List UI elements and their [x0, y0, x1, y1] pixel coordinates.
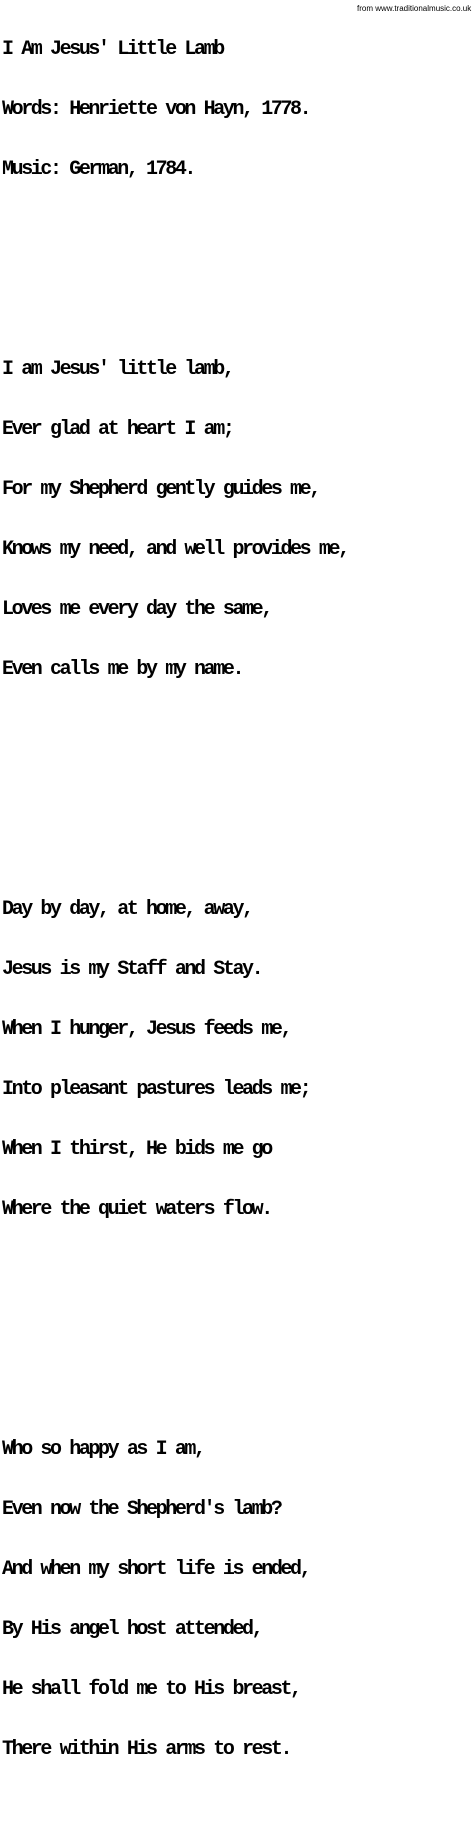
- stanza-2-line-4: Into pleasant pastures leads me;: [2, 1078, 310, 1101]
- words-credit: Words: Henriette von Hayn, 1778.: [2, 98, 310, 121]
- stanza-2: [2, 860, 474, 1260]
- stanza-1-line-3: For my Shepherd gently guides me,: [2, 478, 319, 501]
- stanza-3-line-5: He shall fold me to His breast,: [2, 1678, 300, 1701]
- stanza-1-line-1: I am Jesus' little lamb,: [2, 358, 233, 381]
- stanza-spacer: [2, 240, 474, 260]
- source-site-text: from www.traditionalmusic.co.uk: [357, 4, 472, 13]
- hymn-text-block: [2, 0, 474, 1840]
- stanza-1-line-4: Knows my need, and well provides me,: [2, 538, 348, 561]
- stanza-3-line-4: By His angel host attended,: [2, 1618, 262, 1641]
- stanza-spacer: [2, 780, 474, 800]
- stanza-spacer: [2, 1320, 474, 1340]
- stanza-1: [2, 320, 474, 720]
- stanza-3: [2, 1400, 474, 1800]
- stanza-2-line-1: Day by day, at home, away,: [2, 898, 252, 921]
- stanza-2-line-5: When I thirst, He bids me go: [2, 1138, 271, 1161]
- stanza-3-line-2: Even now the Shepherd's lamb?: [2, 1498, 281, 1521]
- stanza-1-line-6: Even calls me by my name.: [2, 658, 243, 681]
- stanza-2-line-2: Jesus is my Staff and Stay.: [2, 958, 262, 981]
- stanza-2-line-3: When I hunger, Jesus feeds me,: [2, 1018, 291, 1041]
- stanza-3-line-1: Who so happy as I am,: [2, 1438, 204, 1461]
- hymn-title: I Am Jesus' Little Lamb: [2, 38, 223, 61]
- stanza-3-line-6: There within His arms to rest.: [2, 1738, 291, 1761]
- music-credit: Music: German, 1784.: [2, 158, 195, 181]
- stanza-2-line-6: Where the quiet waters flow.: [2, 1198, 271, 1221]
- stanza-1-line-5: Loves me every day the same,: [2, 598, 271, 621]
- stanza-3-line-3: And when my short life is ended,: [2, 1558, 310, 1581]
- stanza-1-line-2: Ever glad at heart I am;: [2, 418, 233, 441]
